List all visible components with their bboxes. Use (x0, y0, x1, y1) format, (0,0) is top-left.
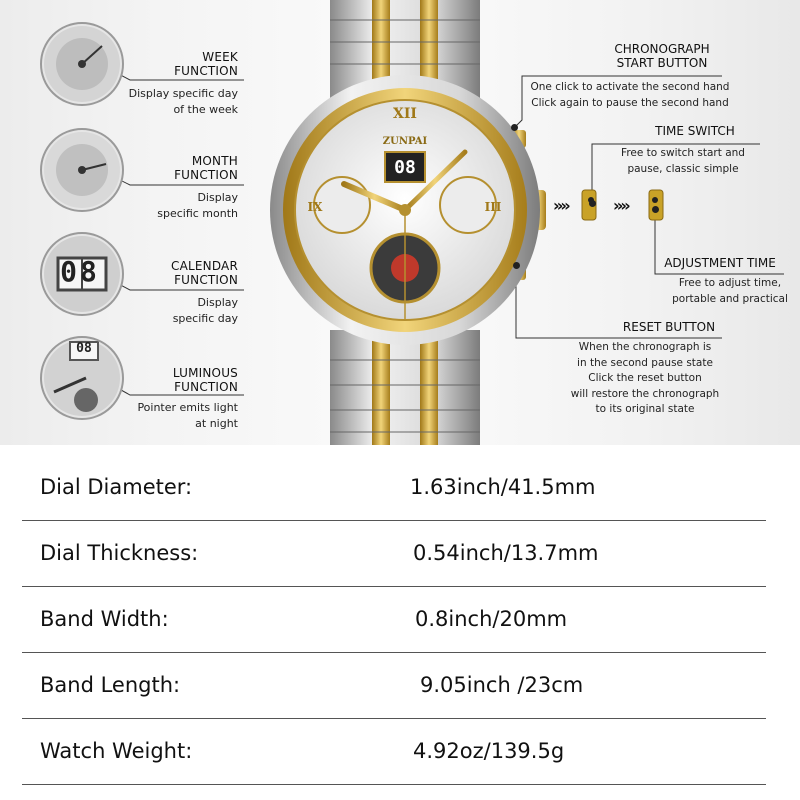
spec-table (0, 455, 800, 800)
spec-row (0, 455, 800, 521)
luminous-function-desc: Pointer emits light at night (137, 401, 238, 430)
calendar-function-desc: Display specific day (172, 296, 238, 325)
reset-button-dot (513, 262, 520, 269)
spec-row (0, 653, 800, 719)
calendar-date-text: 08 (60, 255, 100, 288)
time-switch-dot (589, 200, 596, 207)
calendar-function-title: CALENDAR FUNCTION (170, 259, 238, 287)
reset-button-desc: When the chronograph is in the second pause state Click the reset button will restore the chronograph to its original state (570, 341, 720, 415)
bracelet-bottom (330, 330, 480, 445)
time-switch-desc: Free to switch start and pause, classic simple (621, 147, 745, 175)
spec-value: 0.8inch/20mm (415, 607, 568, 631)
start-button-dot (511, 124, 518, 131)
spec-value: 4.92oz/139.5g (413, 739, 565, 763)
spec-row (0, 587, 800, 653)
watch-brand: ZUNPAI (382, 136, 428, 147)
spec-label: Dial Diameter: (40, 475, 193, 499)
watch-date: 08 (394, 157, 416, 178)
crown-pulled-icon (645, 188, 665, 222)
week-dial-icon (40, 22, 124, 106)
watch-roman-3: III (484, 200, 502, 214)
chevrons-icon: »» (553, 196, 568, 215)
week-function-desc: Display specific day of the week (128, 87, 238, 116)
chronograph-start-desc: One click to activate the second hand Click again to pause the second hand (530, 81, 730, 109)
chronograph-start-title: CHRONOGRAPH START BUTTON (614, 42, 710, 70)
luminous-date-text: 08 (76, 341, 92, 356)
spec-label: Watch Weight: (40, 739, 193, 763)
spec-row (0, 521, 800, 587)
spec-row (0, 719, 800, 785)
month-dial-icon (40, 128, 124, 212)
spec-label: Band Length: (40, 673, 181, 697)
spec-value: 1.63inch/41.5mm (410, 475, 596, 499)
chevrons-icon-2: »» (613, 196, 628, 215)
adjustment-time-desc: Free to adjust time, portable and practical (672, 277, 788, 305)
watch-image (260, 0, 550, 445)
reset-button-title: RESET BUTTON (622, 320, 716, 334)
spec-label: Dial Thickness: (40, 541, 199, 565)
month-function-desc: Display specific month (157, 191, 238, 220)
time-switch-title: TIME SWITCH (655, 124, 735, 138)
spec-label: Band Width: (40, 607, 169, 631)
watch-roman-9: IX (307, 200, 323, 214)
adjustment-time-title: ADJUSTMENT TIME (664, 256, 776, 270)
week-function-title: WEEK FUNCTION (174, 50, 238, 78)
spec-value: 0.54inch/13.7mm (413, 541, 599, 565)
month-function-title: MONTH FUNCTION (174, 154, 238, 182)
luminous-function-title: LUMINOUS FUNCTION (172, 366, 238, 394)
spec-value: 9.05inch /23cm (420, 673, 584, 697)
adjust-dot (652, 206, 659, 213)
watch-roman-12: XII (393, 106, 417, 122)
row-divider (22, 784, 766, 785)
